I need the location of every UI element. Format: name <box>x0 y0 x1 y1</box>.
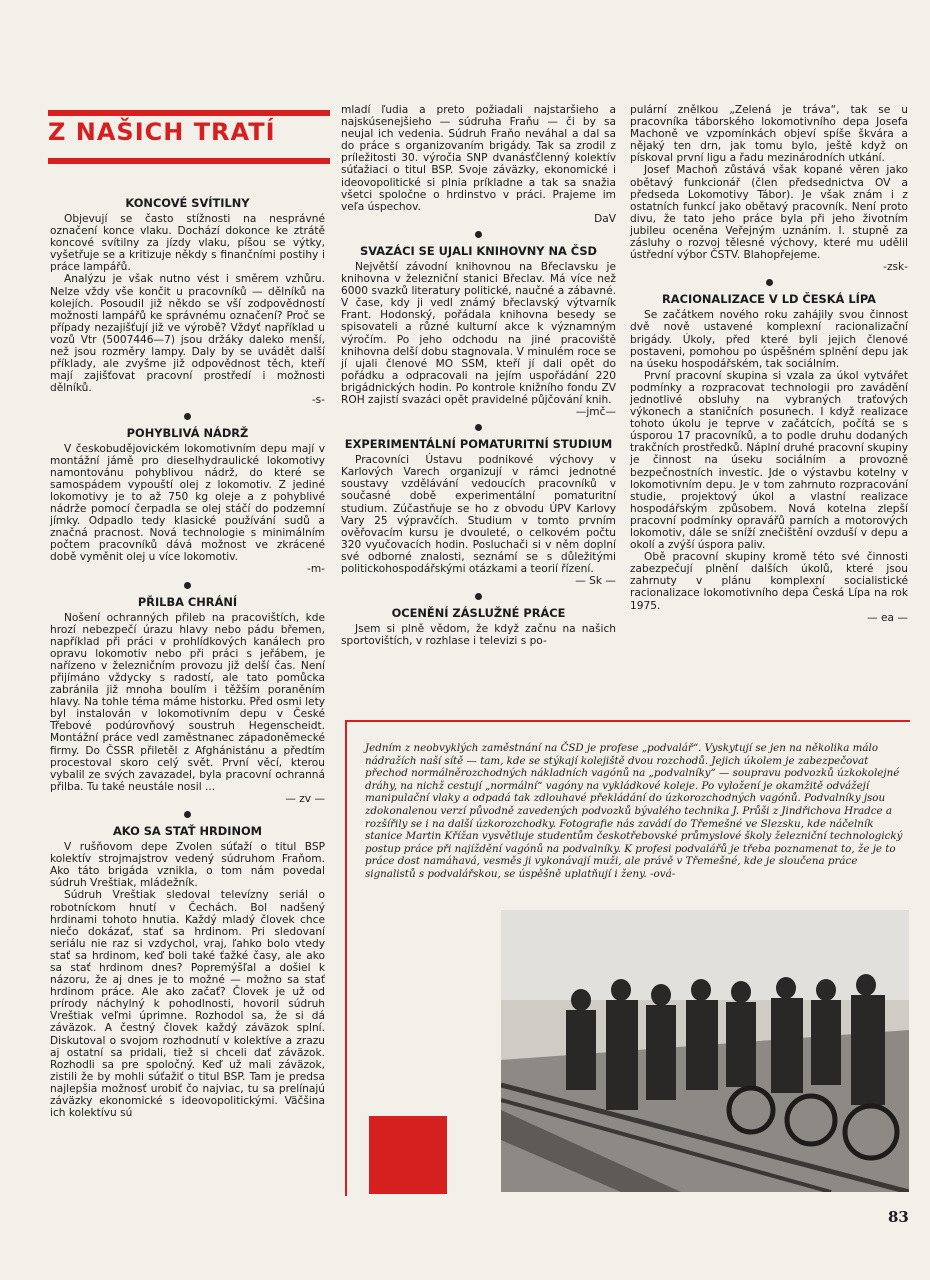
masthead-rule-bottom <box>48 158 330 164</box>
separator-bullet <box>766 279 773 286</box>
paragraph: Josef Machoň zůstává však kopané věren jako obětavý funkcionář (člen předsednictva OV a předseda Lokomotivy Tábor). Je však znám i z ostatních funkcí jako obětavý pracovník. Není proto divu, že tato jeho práce byla při jeho životním jubileu oceněna Veřejným uznáním. I. stupně za zásluhy o rozvoj tělesné výchovy, které mu udělil ústřední výbor ČSTV. Blahopřejeme. <box>630 164 908 262</box>
separator-bullet <box>184 811 191 818</box>
paragraph: Objevují se často stížnosti na nesprávné označení konce vlaku. Dochází dokonce ke ztrátě koncové svítilny za jízdy vlaku, píšou se výtky, vyšetřuje se a kritizuje někdy s finančními postihy i práce lampářů. <box>50 213 325 274</box>
paragraph: Pracovníci Ústavu podnikové výchovy v Karlových Varech organizují v rámci jednotné soustavy vzdělávání vedoucích pracovníků v současné době experimentální pomaturitní studium. Zúčastňuje se ho z obvodu ÚPV Karlovy Vary 25 výpravčích. Studium v tomto prvním ověřovacím kursu je dvouleté, o celkovém počtu 320 vyučovacích hodin. Posluchači si v něm doplní své odborné znalosti, seznámí se s důležitými politickohospodářskými otázkami a teorií řízení. <box>341 454 616 575</box>
author-signature: — zv — <box>285 792 325 805</box>
paragraph: Největší závodní knihovnou na Břeclavsku je knihovna v železniční stanici Břeclav. Má více než 6000 svazků literatury politické, naučné a zábavné. V čase, kdy ji vedl známý břeclavský výtvarník Frant. Hodonský, pořádala knihovna besedy se spisovateli a různé kulturní akce k významným výročím. Po jeho odchodu na jiné pracoviště knihovna delší dobu stagnovala. V minulém roce se jí ujali členové MO SSM, kteří jí dali opět do pořádku a odpracovali na jejím uspořádání 220 brigádnických hodin. Po kontrole knižního fondu ZV ROH zajistí svazáci opět pravidelné půjčování knih. <box>341 260 616 406</box>
column-3 <box>630 104 908 624</box>
masthead-rule-top <box>48 110 330 116</box>
caption-signature: -ová- <box>650 867 676 880</box>
separator-bullet <box>475 593 482 600</box>
article-title: EXPERIMENTÁLNÍ POMATURITNÍ STUDIUM <box>344 437 613 452</box>
article-title: POHYBLIVÁ NÁDRŽ <box>126 425 249 440</box>
author-signature: DaV <box>594 212 616 225</box>
author-signature: — ea — <box>867 611 908 624</box>
section-masthead: Z NAŠICH TRATÍ <box>48 118 276 146</box>
paragraph: mladí ľudia a preto požiadali najstaršieho a najskúsenejšieho — súdruha Fraňu — či by sa neujal ich vedenia. Súdruh Fraňo neváhal a dal sa do práce s organizovaním brigády. Tak sa zrodil z príležitosti 30. výročia SNP dvanásťčlenný kolektív súťažiaci o titul BSP. Svoje záväzky, ekonomické i ideovopolitické si plnia príkladne a tak sa snažia všetci spoločne o hrdinstvo v práci. Prajeme im veľa úspechov. <box>341 104 616 213</box>
article-title: PŘILBA CHRÁNÍ <box>137 594 238 609</box>
author-signature: -m- <box>307 563 325 576</box>
photo-illustration <box>501 910 909 1192</box>
paragraph: V rušňovom depe Zvolen súťaží o titul BSP kolektív strojmajstrov vedený súdruhom Fraňom. Ako táto brigáda vznikla, o tom nám povedal súdruh Vreštiak, mládežník. <box>50 841 325 890</box>
photo-caption <box>365 742 905 881</box>
page-number: 83 <box>888 1208 909 1226</box>
paragraph: Jsem si plně vědom, že když začnu na našich sportovištích, v rozhlase i televizi s po- <box>341 623 616 648</box>
separator-bullet <box>475 424 482 431</box>
article-title: RACIONALIZACE V LD ČESKÁ LÍPA <box>662 292 876 307</box>
paragraph: Obě pracovní skupiny kromě této své činnosti zabezpečují plnění dalších úkolů, které jsou zahrnuty v plánu komplexní socialistické racionalizace lokomotivního depa Česká Lípa na rok 1975. <box>630 551 908 612</box>
article-title: SVAZÁCI SE UJALI KNIHOVNY NA ČSD <box>359 243 598 258</box>
paragraph: Se začátkem nového roku zahájily svou činnost dvě nově ustavené komplexní racionalizační brigády. Úkoly, před které byli jejich členové postaveni, pomohou po úspěšném splnění depu jak na úseku hospodářském, tak sociálním. <box>630 309 908 370</box>
photo-railway-workers <box>501 910 909 1192</box>
column-2 <box>341 104 616 647</box>
paragraph: V českobudějovickém lokomotivním depu mají v montážní jámě pro dieselhydraulické lokomotivy namontovánu pohyblivou nádrž, do které se samospádem vypouští olej z lokomotiv. Z jediné lokomotivy je to až 750 kg oleje a z pohyblivé nádrže pomocí čerpadla se olej stáčí do podzemní jímky. Odpadlo tedy klasické používání sudů a značná pracnost. Nová technologie s minimálním počtem pracovníků dává možnost ve zkrácené době vyměnit olej u více lokomotiv. <box>50 442 325 564</box>
author-signature: —jmč— <box>575 406 616 419</box>
article-title: OCENĚNÍ ZÁSLUŽNÉ PRÁCE <box>391 606 566 621</box>
column-1 <box>50 190 325 1119</box>
paragraph: pulární znělkou „Zelená je tráva“, tak se u pracovníka táborského lokomotivního depa Josefa Machoně ve vzpomínkách objeví spíše škvára a nějaký ten drn, jak tomu bylo, ještě když on pískoval první ligu a řadu mezinárodních utkání. <box>630 104 908 165</box>
separator-bullet <box>184 582 191 589</box>
author-signature: — Sk — <box>575 575 616 588</box>
paragraph: Nošení ochranných přileb na pracovištích, kde hrozí nebezpečí úrazu hlavy nebo pádu břemen, například při práci v prohlídkových kanálech pro opravu lokomotiv nebo při práci s jeřábem, je nařízeno v železničním provozu již delší čas. Není přijímáno vždycky s radostí, ale tato pomůcka zabránila již mnoha boulím i těžším poraněním hlavy. Na tohle téma máme historku. Před osmi lety byl instalován v lokomotivním depu v České Třebové podúrovňový soustruh Hegenscheidt. Montážní práce vedl zaměstnanec západoněmecké firmy. Do ČSSR přiletěl z Afghánistánu a předtím procestoval skoro celý svět. První věcí, kterou vybalil ze svých zavazadel, byla pracovní ochranná přilba. Tu také neustále nosil ... <box>50 611 325 793</box>
author-signature: -zsk- <box>883 261 908 274</box>
paragraph: Analýzu je však nutno vést i směrem vzhůru. Nelze vždy vše končit u pracovníků — dělníků na kolejích. Posoudil již někdo se vší zodpovědností možnosti lampářů ke správnému označení? Proč se případy nezajišťují již ve výrobě? Vždyť například u vozů Vtr (5007446—7) jsou držáky daleko menší, než jsou rozměry lampy. Daly by se uvádět další příklady, ale zvyšme již odpovědnost těch, kteří mají zajišťovat pracovní prostředí i možnosti dělníků. <box>50 273 325 395</box>
caption-text: Jedním z neobvyklých zaměstnání na ČSD je profese „podvalář“. Vyskytují se jen na několika málo nádražích naší sítě — tam, kde se stýkají kolejiště dvou rozchodů. Jejich úkolem je zabezpečovat přechod normálněrozchodných nákladních vagónů na „podvalníky“ — soupravu podvozků úzkokolejné dráhy, na nichž cestují „normální“ vagóny na vykládkové koleje. Po vyložení je okamžitě odvážejí manipulační vlaky a odpadá tak zdlouhavé překládání do úzkorozchodných vagónů. Podvalníky jsou zdokonalenou verzí původně zavedených podvozků bývalého technika J. Průši z Jindřichova Hradce a rozšířily se i na další úzkorozchodky. Fotografie nás zavádí do Třemešné ve Slezsku, kde náčelník stanice Martin Křížan vysvětluje studentům českotřebovské průmyslové školy železniční technologický postup práce při najíždění vagónů na podvalníky. K profesi podvalářů je třeba poznamenat to, že je to práce dost namáhavá, vesměs ji vykonávají muži, ale právě v Třemešné, kde je sloučena práce signalistů s podvalářskou, se úspěšně uplatňují i ženy. <box>365 742 903 880</box>
separator-bullet <box>184 413 191 420</box>
article-title: KONCOVÉ SVÍTILNY <box>125 196 250 210</box>
article-title: AKO SA STAŤ HRDINOM <box>112 824 263 839</box>
author-signature: -s- <box>311 394 325 407</box>
paragraph: První pracovní skupina si vzala za úkol vytvářet podmínky a rozpracovat technologii pro zavádění jednotlivé obsluhy na vybraných traťových výkonech a staničních posunech. I když realizace tohoto úkolu je teprve v začátcích, počítá se s úsporou 17 pracovníků, a to podle druhu dodaných trakčních prostředků. Náplní druhé pracovní skupiny je činnost na úseku sociálním a provozně bezpečnostních investic. Jde o výstavbu kotelny v lokomotivním depu. Je v tom zahrnuto rozpracování studie, projektový úkol a vlastní realizace hospodářským způsobem. Nová kotelna zlepší pracovní podmínky opravářů parních a motorových lokomotiv, dále se sníží znečištění ovzduší v depu a okolí a zvýší úspora paliv. <box>630 369 908 552</box>
paragraph: Súdruh Vreštiak sledoval televízny seriál o robotníckom hnutí v Čechách. Bol nadšený hrdinami tohoto hnutia. Každý mladý človek chce niečo dokázať, stať sa hrdinom. Pri sledovaní seriálu nie raz si vzdychol, vraj, ľahko bolo vtedy stať sa hrdinom, keď boli také ťažké časy, ale ako sa stať hrdinom dnes? Popremýšľal a došiel k názoru, že aj dnes je to možné — možno sa stať hrdinom práce. Ale ako začať? Človek je už od prírody náchylný k pohodlnosti, hovoril súdruh Vreštiak veľmi úprimne. Rozhodol sa, že si dá záväzok. A čestný človek každý záväzok splní. Diskutoval o svojom rozhodnutí v kolektíve a zrazu aj ostatní sa pridali, tiež si chceli dať záväzok. Rozhodli sa pre spoločný. Keď už mali záväzok, zistili že by mohli súťažiť o titul BSP. Tam je predsa najlepšia možnosť urobiť čo najviac, tu sa prelínajú záväzky ekonomické s ideovopolitickými. Väčšina ich kolektívu sú <box>50 889 325 1120</box>
red-square-ornament <box>369 1116 447 1194</box>
separator-bullet <box>475 231 482 238</box>
